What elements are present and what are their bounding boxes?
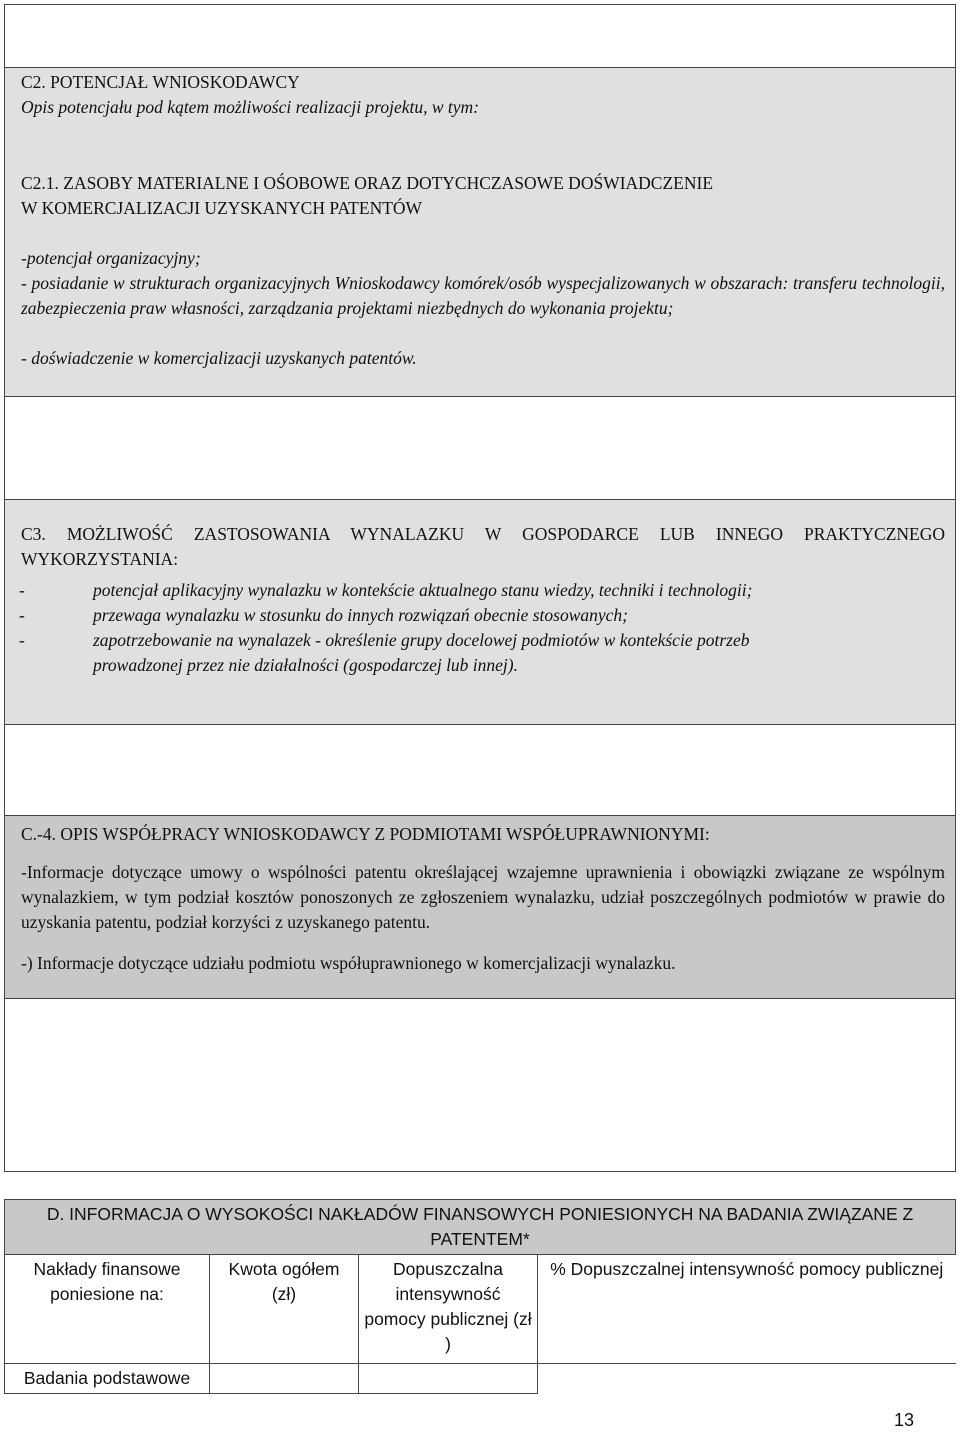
d-row1-kwota[interactable] bbox=[210, 1364, 359, 1394]
d-col1-label: Nakłady finansowe poniesione na: bbox=[33, 1259, 181, 1304]
c4-line2: -) Informacje dotyczące udziału podmiotu współuprawnionego w komercjalizacji wynalazku. bbox=[21, 953, 676, 973]
c2-title: C2. POTENCJAŁ WNIOSKODAWCY bbox=[21, 72, 300, 92]
d-row1-label: Badania podstawowe bbox=[23, 1368, 191, 1388]
c4-paragraph: -Informacje dotyczące umowy o wspólności patentu określającej wzajemne uprawnienia i obowiązki związane ze wspólnym wynalazkiem, w tym podział kosztów ponoszonych ze zgłoszeniem wynalazku, udział poszczególnych podmiotów w prawie do uzyskania patentu, podział korzyści z uzyskanego patentu. bbox=[21, 862, 945, 932]
c3-item-3-cont: prowadzonej przez nie działalności (gospodarczej lub innej). bbox=[93, 655, 518, 675]
d-col3-label: Dopuszczalna intensywność pomocy publicznej (zł ) bbox=[364, 1259, 532, 1354]
c21-paragraph: - posiadanie w strukturach organizacyjnych Wnioskodawcy komórek/osób wyspecjalizowanych w obszarach: transferu technologii, zabezpieczenia praw własności, zarządzania projektami niezbędnych do wykonania projektu; bbox=[21, 273, 945, 318]
d-row1-label-cell bbox=[5, 1364, 210, 1394]
c3-item-3: zapotrzebowanie na wynalazek - określenie grupy docelowej podmiotów w kontekście potrzeb bbox=[93, 630, 750, 650]
d-row1-procent bbox=[538, 1364, 956, 1394]
c21-answer-box bbox=[4, 396, 956, 500]
c2-subtitle: Opis potencjału pod kątem możliwości realizacji projektu, w tym: bbox=[21, 97, 480, 117]
c21-line1: -potencjał organizacyjny; bbox=[21, 248, 201, 268]
c3-dash-3: - bbox=[19, 630, 25, 650]
d-row1-dopuszczalna[interactable] bbox=[359, 1364, 538, 1394]
c3-dash-1: - bbox=[19, 580, 25, 600]
c3-title: C3. MOŻLIWOŚĆ ZASTOSOWANIA WYNALAZKU W GOSPODARCE LUB INNEGO PRAKTYCZNEGO WYKORZYSTANIA: bbox=[21, 524, 945, 569]
section-c3-header bbox=[4, 499, 956, 725]
d-col2-header bbox=[210, 1255, 359, 1364]
c21-title-line1: C2.1. ZASOBY MATERIALNE I OŚOBOWE ORAZ DOTYCHCZASOWE DOŚWIADCZENIE bbox=[21, 173, 714, 193]
d-title: D. INFORMACJA O WYSOKOŚCI NAKŁADÓW FINANSOWYCH PONIESIONYCH NA BADANIA ZWIĄZANE Z PATENTEM* bbox=[46, 1204, 914, 1249]
c3-answer-box bbox=[4, 724, 956, 816]
top-blank-box bbox=[4, 4, 956, 68]
page-number: 13 bbox=[893, 1410, 914, 1430]
d-col4-label: % Dopuszczalnej intensywność pomocy publicznej bbox=[550, 1259, 944, 1279]
c21-title-line2: W KOMERCJALIZACJI UZYSKANYCH PATENTÓW bbox=[21, 198, 423, 218]
c3-dash-2: - bbox=[19, 605, 25, 625]
c3-item-2: przewaga wynalazku w stosunku do innych rozwiązań obecnie stosowanych; bbox=[93, 605, 629, 625]
d-col1-header bbox=[5, 1255, 210, 1364]
section-c2-header bbox=[4, 67, 956, 397]
section-d-table bbox=[4, 1199, 956, 1394]
d-col2-label: Kwota ogółem (zł) bbox=[228, 1259, 340, 1304]
c4-answer-box bbox=[4, 998, 956, 1172]
c21-line-last: - doświadczenie w komercjalizacji uzyskanych patentów. bbox=[21, 348, 417, 368]
section-c4-header bbox=[4, 815, 956, 999]
d-col4-header bbox=[538, 1255, 956, 1364]
d-col3-header bbox=[359, 1255, 538, 1364]
c3-item-1: potencjał aplikacyjny wynalazku w kontekście aktualnego stanu wiedzy, techniki i technologii; bbox=[93, 580, 753, 600]
c4-title: C.-4. OPIS WSPÓŁPRACY WNIOSKODAWCY Z PODMIOTAMI WSPÓŁUPRAWNIONYMI: bbox=[21, 824, 710, 844]
d-title-cell bbox=[5, 1200, 956, 1255]
